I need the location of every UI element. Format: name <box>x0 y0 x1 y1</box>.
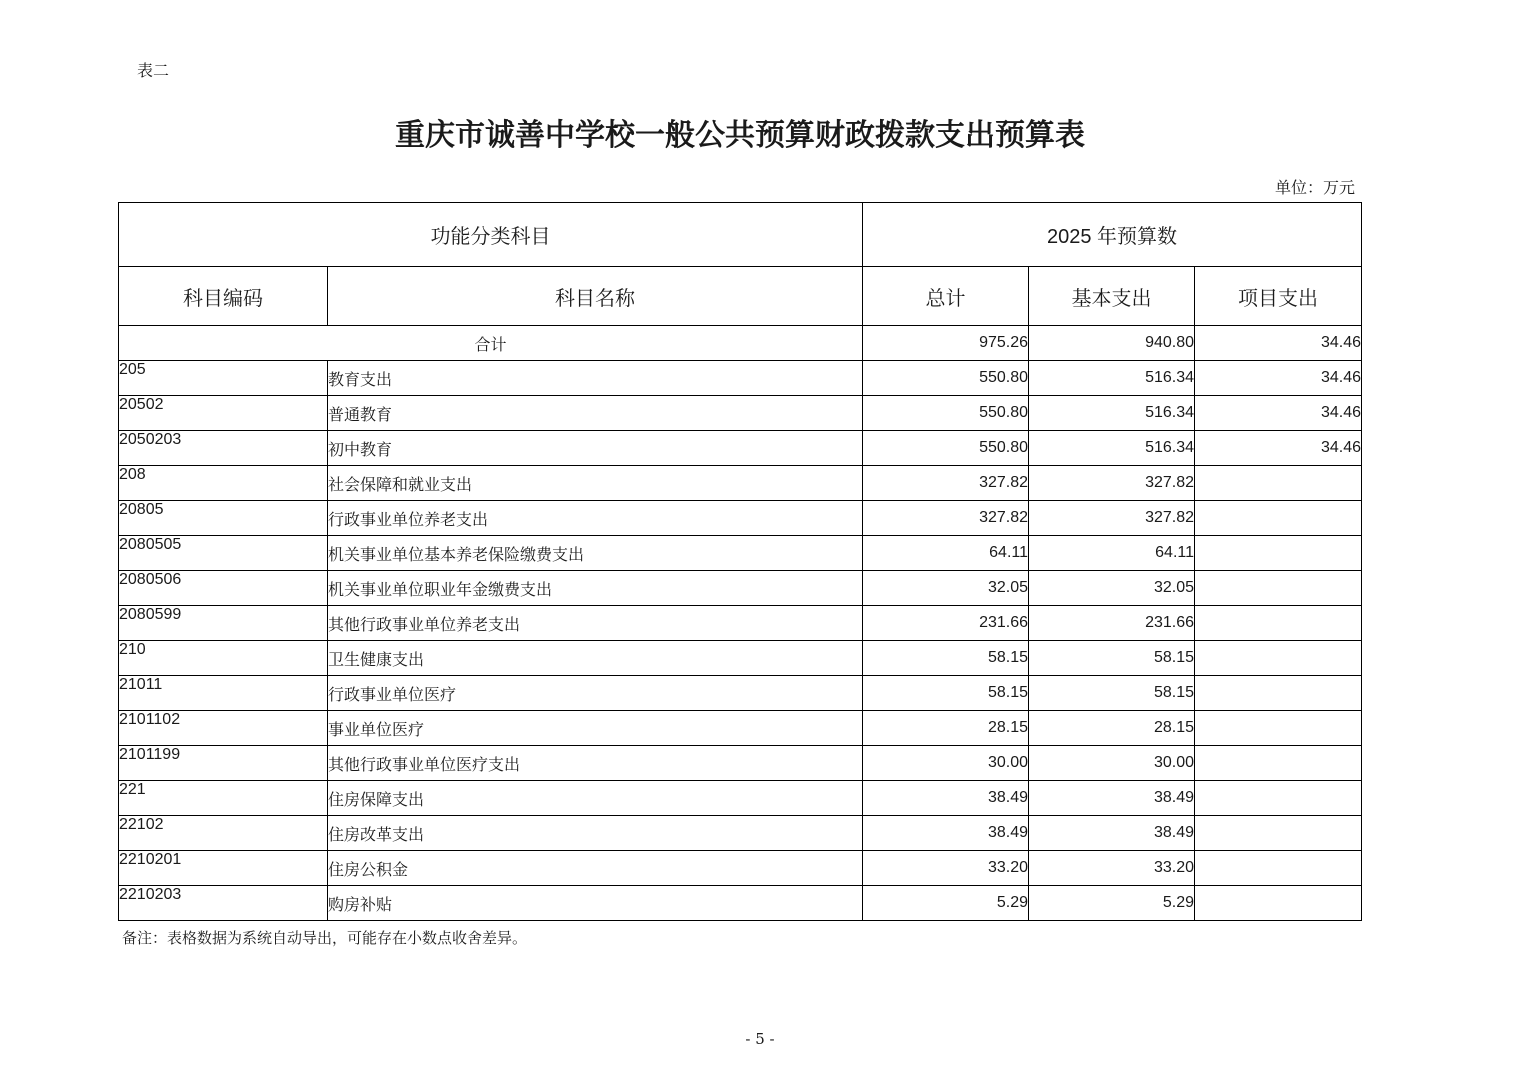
basic-cell: 58.15 <box>1029 641 1195 676</box>
total-row <box>119 326 1362 361</box>
subject-name-cell: 普通教育 <box>328 396 863 431</box>
table-row <box>119 606 1362 641</box>
subject-code-cell: 2080505 <box>119 536 328 571</box>
basic-cell: 516.34 <box>1029 431 1195 466</box>
subject-code-cell: 205 <box>119 361 328 396</box>
subject-code-cell: 208 <box>119 466 328 501</box>
table-row <box>119 431 1362 466</box>
header-column-row <box>119 267 1362 326</box>
document-title: 重庆市诚善中学校一般公共预算财政拨款支出预算表 <box>395 118 1085 153</box>
project-cell <box>1195 536 1362 571</box>
basic-cell: 28.15 <box>1029 711 1195 746</box>
subject-name-cell: 行政事业单位养老支出 <box>328 501 863 536</box>
total-label: 合计 <box>119 326 863 361</box>
subject-name-cell: 住房改革支出 <box>328 816 863 851</box>
table-row <box>119 851 1362 886</box>
table-row <box>119 571 1362 606</box>
project-cell <box>1195 816 1362 851</box>
basic-cell: 327.82 <box>1029 466 1195 501</box>
basic-cell: 5.29 <box>1029 886 1195 921</box>
total-cell: 28.15 <box>863 711 1029 746</box>
page-number: - 5 - <box>745 1030 775 1048</box>
subject-name-cell: 机关事业单位职业年金缴费支出 <box>328 571 863 606</box>
subject-name-cell: 教育支出 <box>328 361 863 396</box>
total-cell: 975.26 <box>863 326 1029 361</box>
header-total: 总计 <box>863 267 1029 326</box>
basic-cell: 38.49 <box>1029 781 1195 816</box>
project-cell <box>1195 606 1362 641</box>
total-cell: 32.05 <box>863 571 1029 606</box>
project-cell <box>1195 641 1362 676</box>
basic-cell: 516.34 <box>1029 361 1195 396</box>
table-row <box>119 676 1362 711</box>
total-cell: 33.20 <box>863 851 1029 886</box>
subject-code-cell: 2080599 <box>119 606 328 641</box>
subject-name-cell: 住房保障支出 <box>328 781 863 816</box>
basic-cell: 64.11 <box>1029 536 1195 571</box>
table-row <box>119 396 1362 431</box>
total-cell: 64.11 <box>863 536 1029 571</box>
total-cell: 550.80 <box>863 431 1029 466</box>
subject-name-cell: 行政事业单位医疗 <box>328 676 863 711</box>
project-cell: 34.46 <box>1195 396 1362 431</box>
header-subject-code: 科目编码 <box>119 267 328 326</box>
project-cell <box>1195 781 1362 816</box>
total-cell: 58.15 <box>863 676 1029 711</box>
subject-name-cell: 购房补贴 <box>328 886 863 921</box>
basic-cell: 516.34 <box>1029 396 1195 431</box>
subject-name-cell: 其他行政事业单位医疗支出 <box>328 746 863 781</box>
subject-name-cell: 初中教育 <box>328 431 863 466</box>
table-row <box>119 816 1362 851</box>
table-row <box>119 501 1362 536</box>
subject-name-cell: 机关事业单位基本养老保险缴费支出 <box>328 536 863 571</box>
table-row <box>119 781 1362 816</box>
total-cell: 231.66 <box>863 606 1029 641</box>
table-row <box>119 536 1362 571</box>
subject-code-cell: 221 <box>119 781 328 816</box>
subject-code-cell: 20805 <box>119 501 328 536</box>
table-row <box>119 711 1362 746</box>
total-cell: 327.82 <box>863 501 1029 536</box>
project-cell <box>1195 501 1362 536</box>
table-row <box>119 361 1362 396</box>
budget-table <box>118 202 1362 921</box>
total-cell: 58.15 <box>863 641 1029 676</box>
basic-cell: 32.05 <box>1029 571 1195 606</box>
subject-code-cell: 20502 <box>119 396 328 431</box>
subject-code-cell: 2210201 <box>119 851 328 886</box>
project-cell <box>1195 746 1362 781</box>
header-group-row <box>119 203 1362 267</box>
project-cell <box>1195 571 1362 606</box>
total-cell: 550.80 <box>863 361 1029 396</box>
basic-cell: 33.20 <box>1029 851 1195 886</box>
subject-code-cell: 210 <box>119 641 328 676</box>
subject-code-cell: 2050203 <box>119 431 328 466</box>
subject-name-cell: 其他行政事业单位养老支出 <box>328 606 863 641</box>
project-cell <box>1195 886 1362 921</box>
basic-cell: 30.00 <box>1029 746 1195 781</box>
subject-code-cell: 2101102 <box>119 711 328 746</box>
header-subject-name: 科目名称 <box>328 267 863 326</box>
header-function-classification: 功能分类科目 <box>119 203 863 267</box>
total-cell: 327.82 <box>863 466 1029 501</box>
subject-name-cell: 社会保障和就业支出 <box>328 466 863 501</box>
total-cell: 38.49 <box>863 781 1029 816</box>
table-row <box>119 746 1362 781</box>
footnote: 备注：表格数据为系统自动导出，可能存在小数点收舍差异。 <box>122 929 528 947</box>
table-label: 表二 <box>137 61 170 80</box>
project-cell: 34.46 <box>1195 431 1362 466</box>
subject-name-cell: 卫生健康支出 <box>328 641 863 676</box>
header-budget-2025: 2025 年预算数 <box>863 203 1362 267</box>
basic-cell: 327.82 <box>1029 501 1195 536</box>
subject-name-cell: 事业单位医疗 <box>328 711 863 746</box>
subject-code-cell: 2210203 <box>119 886 328 921</box>
total-cell: 550.80 <box>863 396 1029 431</box>
subject-code-cell: 21011 <box>119 676 328 711</box>
basic-cell: 38.49 <box>1029 816 1195 851</box>
project-cell <box>1195 676 1362 711</box>
table-row <box>119 886 1362 921</box>
project-cell <box>1195 711 1362 746</box>
subject-code-cell: 22102 <box>119 816 328 851</box>
project-cell: 34.46 <box>1195 326 1362 361</box>
subject-name-cell: 住房公积金 <box>328 851 863 886</box>
header-basic-expenditure: 基本支出 <box>1029 267 1195 326</box>
total-cell: 30.00 <box>863 746 1029 781</box>
total-cell: 38.49 <box>863 816 1029 851</box>
total-cell: 5.29 <box>863 886 1029 921</box>
table-row <box>119 466 1362 501</box>
subject-code-cell: 2080506 <box>119 571 328 606</box>
basic-cell: 58.15 <box>1029 676 1195 711</box>
basic-cell: 940.80 <box>1029 326 1195 361</box>
basic-cell: 231.66 <box>1029 606 1195 641</box>
header-project-expenditure: 项目支出 <box>1195 267 1362 326</box>
unit-label: 单位：万元 <box>1274 178 1355 197</box>
table-row <box>119 641 1362 676</box>
subject-code-cell: 2101199 <box>119 746 328 781</box>
project-cell: 34.46 <box>1195 361 1362 396</box>
project-cell <box>1195 851 1362 886</box>
project-cell <box>1195 466 1362 501</box>
